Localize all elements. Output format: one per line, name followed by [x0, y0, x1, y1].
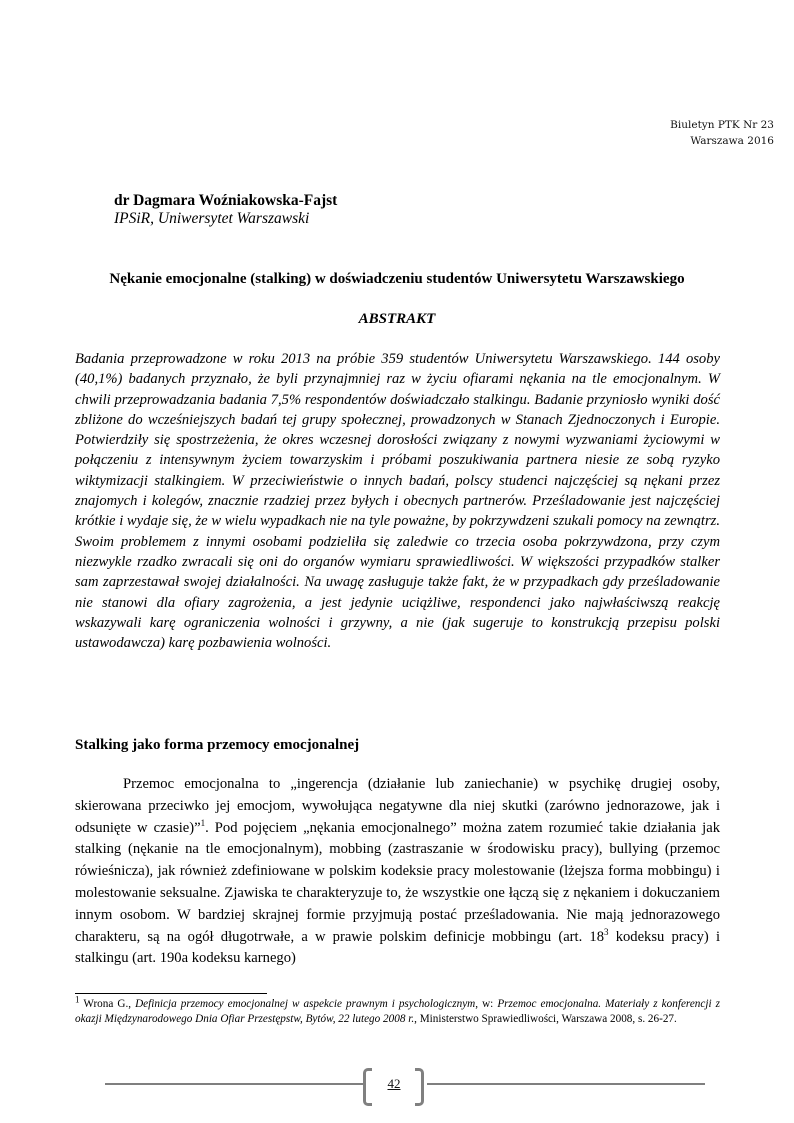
body-text-part1: Przemoc emocjonalna to „ingerencja (działanie lub zaniechanie) w psychikę drugiej osoby, skierowana przeciwko jej emocjom, wywołująca negatywne dla niej skutki (zarówno jednorazowe, jak i odsunięte w czasie)” [75, 776, 720, 836]
footnote-title: Definicja przemocy emocjonalnej w aspekcie prawnym i psychologicznym [135, 998, 476, 1010]
footer-rule-left [105, 1083, 363, 1085]
footnote-separator [75, 993, 267, 994]
footer-rule-right [427, 1083, 705, 1085]
author-block [114, 192, 337, 228]
journal-name: Biuletyn PTK Nr 23 [670, 119, 774, 131]
body-text-part2: . Pod pojęciem „nękania emocjonalnego” można zatem rozumieć takie działania jak stalking (nękanie na tle emocjonalnym), mobbing (zastraszanie w środowisku pracy), bullying (przemoc rówieśnicza), jak również zdefiniowane w polskim kodeksie pracy molestowanie (lżejsza forma mobbingu) i molestowanie seksualne. Zjawiska te charakteryzuje to, że wszystkie one łączą się z nękaniem i dokuczaniem innym osobom. W bardziej skrajnej formie przyjmują postać prześladowania. Nie mają jednorazowego charakteru, są na ogół długotrwałe, a w prawie polskim definicje mobbingu (art. 18 [75, 819, 721, 945]
footnote-number: 1 [75, 994, 80, 1005]
footnote-publisher: , Ministerstwo Sprawiedliwości, Warszawa 2008, s. 26-27. [414, 1012, 677, 1025]
running-header [554, 117, 774, 149]
abstract-heading: ABSTRAKT [358, 311, 436, 327]
footnote-connector: , w: [475, 998, 498, 1010]
article-superscript: 3 [604, 926, 609, 937]
right-bracket-icon [415, 1068, 424, 1106]
author-affiliation: IPSiR, Uniwersytet Warszawski [114, 210, 310, 227]
footnote-source: Przemoc emocjonalna. Materiały z konferencji z okazji Międzynarodowego Dnia Ofiar Przestępstw, Bytów, 22 lutego 2008 r. [75, 998, 720, 1025]
publication-place-year: Warszawa 2016 [690, 135, 774, 147]
author-name: dr Dagmara Woźniakowska-Fajst [114, 192, 338, 209]
section-heading: Stalking jako forma przemocy emocjonalnej [75, 737, 360, 753]
abstract-text: Badania przeprowadzone w roku 2013 na próbie 359 studentów Uniwersytetu Warszawskiego. 144 osoby (40,1%) badanych przyznało, że byli przynajmniej raz w życiu ofiarami nękania na tle emocjonalnym. W chwili przeprowadzania badania 7,5% respondentów doświadczało stalkingu. Badanie przyniosło wyniki dość zbliżone do wcześniejszych badań tej grupy społecznej, prowadzonych w Stanach Zjednoczonych i Europie. Potwierdziły się spostrzeżenia, że okres wczesnej dorosłości związany z nowymi wyzwaniami życiowymi w połączeniu z intensywnym życiem towarzyskim i próbami poszukiwania partnera niesie ze sobą ryzyko wiktymizacji stalkingiem. W przeciwieństwie o innych badań, polscy studenci najczęściej są nękani przez znajomych i kolegów, znacznie rzadziej przez byłych i obecnych partnerów. Prześladowanie jest najczęściej krótkie i wydaje się, że w wielu wypadkach nie na tyle poważne, by pokrzywdzeni szukali pomocy na zewnątrz. Swoim problemem z innymi osobami podzieliła się zaledwie co trzecia osoba pokrzywdzona, przy czym niezwykle rzadko zwracali się oni do organów wymiaru sprawiedliwości. W większości przypadków stalker sam zaprzestawał swojej działalności. Na uwagę zasługuje także fakt, że w przypadkach gdy prześladowanie nie stanowi dla ofiary zagrożenia, a jest jedynie uciążliwe, respondenci jako najwłaściwszą reakcję wskazywali karę ograniczenia wolności i grzywny, a nie (jak sugeruje to konstrukcją przepisu polski ustawodawcza) karę pozbawienia wolności. [75, 351, 720, 652]
left-bracket-icon [363, 1068, 372, 1106]
footnote-reference[interactable]: 1 [200, 817, 206, 828]
body-text-part3: kodeksu pracy) i stalkingu (art. 190a kodeksu karnego) [75, 928, 720, 967]
page-footer [105, 1066, 705, 1106]
footnote-author: Wrona G., [79, 998, 136, 1010]
footnote [75, 994, 720, 1026]
article-title: Nękanie emocjonalne (stalking) w doświadczeniu studentów Uniwersytetu Warszawskiego [109, 271, 685, 287]
body-paragraph [75, 774, 720, 970]
page-number: 42 [387, 1076, 401, 1091]
